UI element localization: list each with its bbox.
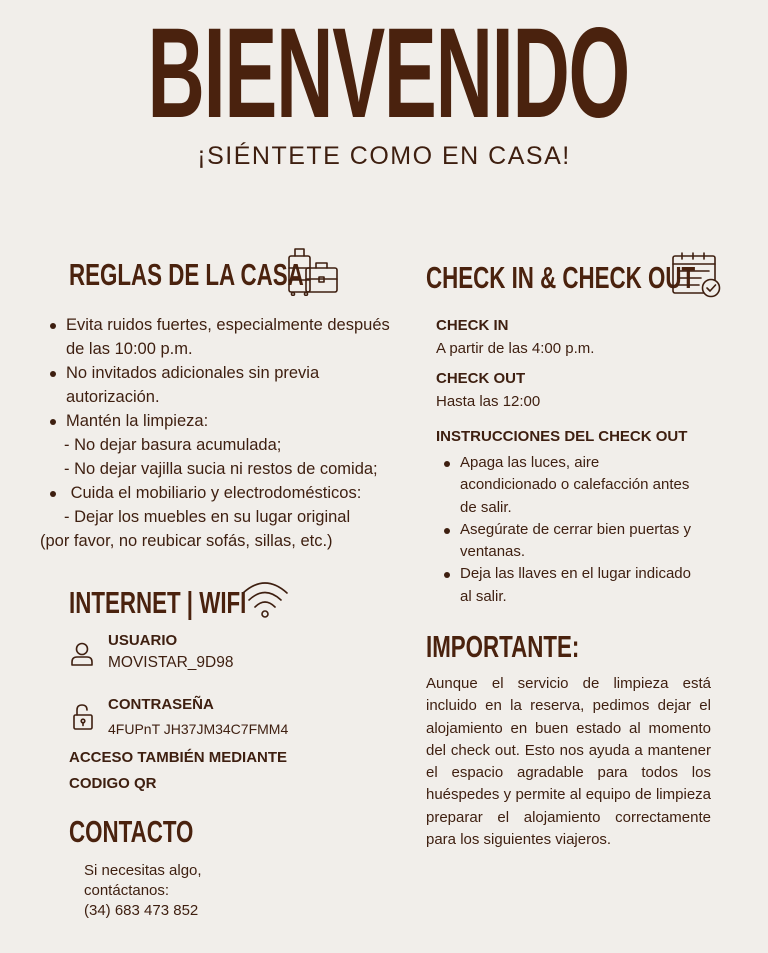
luggage-icon	[286, 246, 340, 296]
wifi-user-value: MOVISTAR_9D98	[108, 654, 234, 671]
instructions-label: INSTRUCCIONES DEL CHECK OUT	[436, 428, 688, 445]
list-item: Cuida el mobiliario y electrodomésticos:	[40, 481, 420, 505]
wifi-heading: INTERNET | WIFI	[69, 585, 247, 620]
checkin-label: CHECK IN	[436, 317, 509, 334]
wifi-qr-line2: CODIGO QR	[69, 775, 157, 792]
calendar-check-icon	[671, 251, 723, 299]
page-subtitle: ¡SIÉNTETE COMO EN CASA!	[197, 142, 571, 170]
rules-list	[40, 313, 420, 553]
wifi-icon	[240, 578, 290, 620]
checkout-value: Hasta las 12:00	[436, 393, 541, 410]
wifi-password-label: CONTRASEÑA	[108, 696, 214, 713]
important-heading-wrap	[426, 630, 639, 664]
contact-block	[84, 861, 202, 921]
page-title: BIENVENIDO	[147, 2, 630, 145]
wifi-user-label: USUARIO	[108, 632, 178, 649]
list-item: Deja las llaves en el lugar indicado al salir.	[436, 563, 726, 608]
unlocked-padlock-icon	[71, 703, 95, 731]
list-item: Evita ruidos fuertes, especialmente después de las 10:00 p.m.	[40, 313, 420, 361]
checkin-value: A partir de las 4:00 p.m.	[436, 340, 595, 357]
important-text: Aunque el servicio de limpieza está incluido en la reserva, pedimos dejar el alojamiento en buen estado al momento del check out. Esto nos ayuda a mantener el espacio agradable para todos los huéspedes y permite al equipo de limpieza preparar el alojamiento correctamente para los siguientes viajeros.	[426, 675, 711, 849]
list-subitem: - Dejar los muebles en su lugar original	[64, 508, 351, 526]
list-item: Mantén la limpieza:	[40, 409, 420, 433]
contact-heading: CONTACTO	[69, 814, 194, 849]
contact-heading-wrap	[69, 815, 242, 849]
contact-phone: (34) 683 473 852	[84, 902, 199, 919]
contact-line2: contáctanos:	[84, 882, 170, 899]
list-subitem: - No dejar basura acumulada;	[64, 436, 282, 454]
list-item: No invitados adicionales sin previa autorización.	[40, 361, 420, 409]
important-heading: IMPORTANTE:	[426, 629, 580, 664]
rules-heading-wrap	[69, 258, 395, 292]
user-icon	[70, 641, 94, 667]
checkout-label: CHECK OUT	[436, 370, 526, 387]
checkinout-heading: CHECK IN & CHECK OUT	[426, 260, 696, 295]
list-subitem: - No dejar vajilla sucia ni restos de comida;	[64, 460, 378, 478]
contact-line1: Si necesitas algo,	[84, 862, 202, 879]
list-note: (por favor, no reubicar sofás, sillas, etc.)	[40, 532, 333, 550]
wifi-password-value: 4FUPnT JH37JM34C7FMM4	[108, 721, 289, 737]
wifi-qr-line1: ACCESO TAMBIÉN MEDIANTE	[69, 749, 288, 766]
list-item: Apaga las luces, aire acondicionado o calefacción antes de salir.	[436, 452, 726, 519]
list-item: Asegúrate de cerrar bien puertas y ventanas.	[436, 519, 726, 564]
rules-heading: REGLAS DE LA CASA	[69, 257, 304, 292]
instructions-list	[436, 452, 726, 608]
